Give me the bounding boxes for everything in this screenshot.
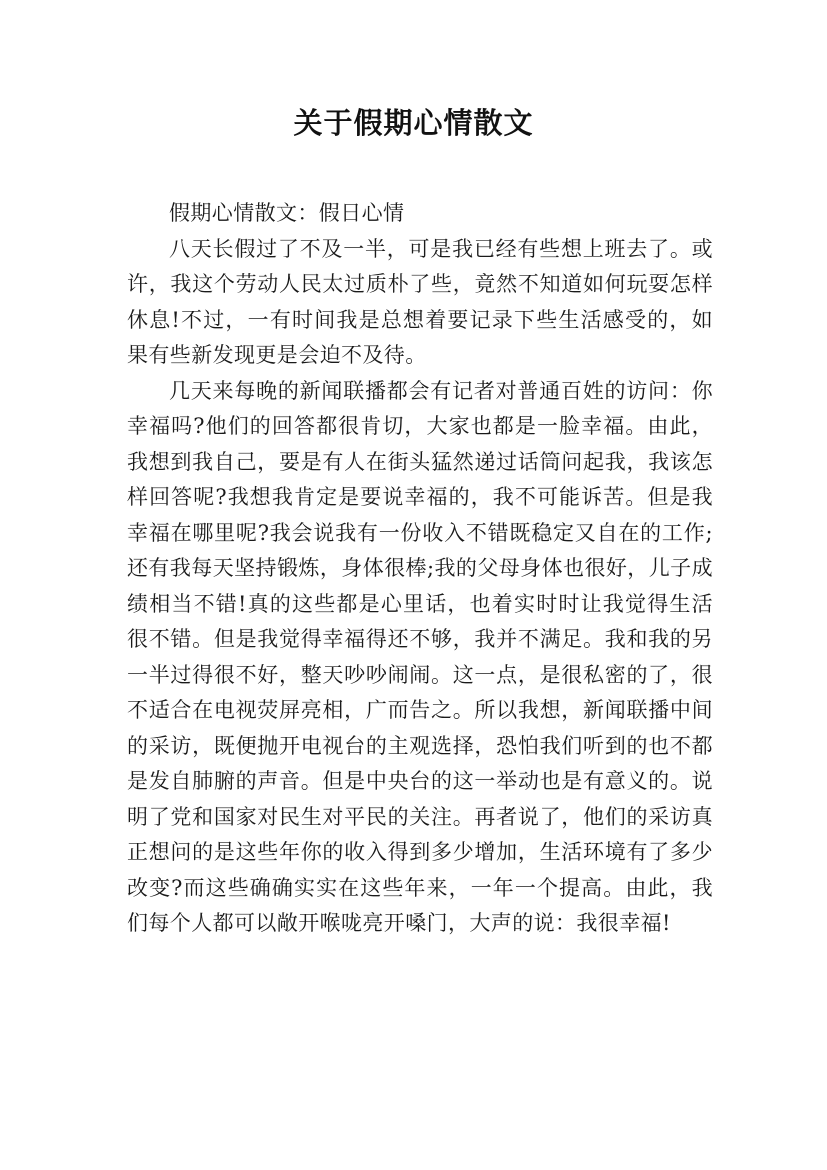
body-paragraph-1: 八天长假过了不及一半，可是我已经有些想上班去了。或许，我这个劳动人民太过质朴了些，竟然不知道如何玩耍怎样休息!不过，一有时间我是总想着要记录下些生活感受的，如果有些新发现更是会迫不及待。 <box>127 236 713 367</box>
document-title: 关于假期心情散文 <box>293 106 534 140</box>
document-body <box>127 196 713 942</box>
body-paragraph-2: 几天来每晚的新闻联播都会有记者对普通百姓的访问：你幸福吗?他们的回答都很肯切，大家也都是一脸幸福。由此，我想到我自己，要是有人在街头猛然递过话筒问起我，我该怎样回答呢?我想我肯定是要说幸福的，我不可能诉苦。但是我幸福在哪里呢?我会说我有一份收入不错既稳定又自在的工作;还有我每天坚持锻炼，身体很棒;我的父母身体也很好，儿子成绩相当不错!真的这些都是心里话，也着实时时让我觉得生活很不错。但是我觉得幸福得还不够，我并不满足。我和我的另一半过得很不好，整天吵吵闹闹。这一点，是很私密的了，很不适合在电视荧屏亮相，广而告之。所以我想，新闻联播中间的采访，既便抛开电视台的主观选择，恐怕我们听到的也不都是发自肺腑的声音。但是中央台的这一举动也是有意义的。说明了党和国家对民生对平民的关注。再者说了，他们的采访真正想问的是这些年你的收入得到多少增加，生活环境有了多少改变?而这些确确实实在这些年来，一年一个提高。由此，我们每个人都可以敞开喉咙亮开嗓门，大声的说：我很幸福! <box>127 378 713 935</box>
subtitle-paragraph: 假期心情散文：假日心情 <box>169 201 405 225</box>
